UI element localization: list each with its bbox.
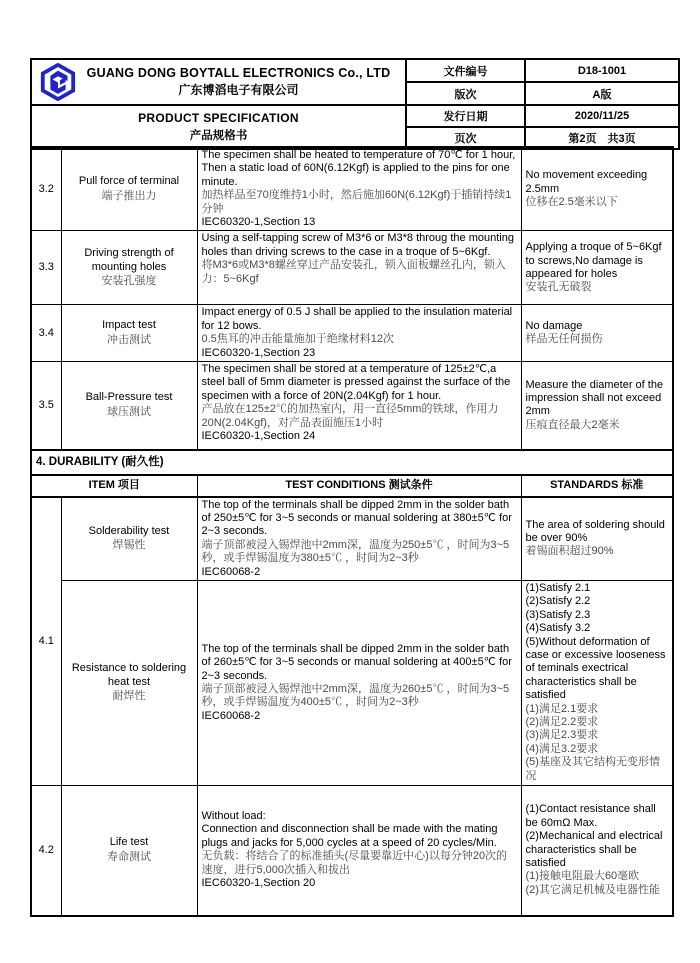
row-number: 4.2: [31, 786, 61, 916]
standard-line: (1)满足2.1要求: [525, 702, 599, 715]
row-number: 3.2: [31, 147, 61, 231]
item-name-en: Driving strength of mounting holes: [84, 247, 174, 273]
item-name-cell: [61, 786, 197, 916]
condition-line: IEC60320-1,Section 24: [201, 430, 316, 443]
condition-line: The top of the terminals shall be dipped 2mm in the solder bath of 260±5℃ for 3~5 seconds or manual soldering at 400±5℃ for 2~3 seconds.: [201, 642, 512, 682]
section-title: 4. DURABILITY (耐久性): [31, 450, 673, 475]
condition-line: 产品放在125±2℃的加热室内，用一直径5mm的铁球，作用力 20N(2.04Kgf)，对产品表面施压1小时: [201, 403, 499, 429]
item-name-cell: [61, 231, 197, 305]
condition-line: The specimen shall be stored at a temperature of 125±2℃,a steel ball of 5mm diameter is pressed against the surface of the specimen with a force of 20N(2.04Kgf) for 1 hour.: [201, 363, 511, 402]
item-name-en: Resistance to soldering heat test: [71, 662, 187, 688]
condition-line: The specimen shall be heated to temperature of 70℃ for 1 hour, Then a static load of 60N(6.12Kgf) is applied to the pins for one minute.: [201, 149, 516, 188]
meta-label-revision: 版次: [406, 82, 525, 105]
test-conditions-cell: [197, 362, 521, 450]
standards-cell: [521, 305, 673, 362]
standard-line: The area of soldering should be over 90%: [525, 518, 665, 545]
standards-cell: [521, 581, 673, 786]
condition-line: Connection and disconnection shall be made with the mating plugs and jacks for 5,000 cycles at a speed of 20 cycles/Min.: [201, 823, 498, 849]
standard-line: 着锡面积超过90%: [525, 545, 614, 558]
column-header-standards: STANDARDS 标准: [521, 475, 673, 497]
test-conditions-cell: [197, 305, 521, 362]
standard-line: (3)满足2.3要求: [525, 729, 599, 742]
test-conditions-cell: [197, 581, 521, 786]
spec-row-3-3: [31, 231, 673, 305]
company-name: [78, 66, 399, 98]
doc-title-en: PRODUCT SPECIFICATION: [138, 111, 299, 125]
condition-line: IEC60320-1,Section 23: [201, 346, 316, 359]
company-cube-logo-icon: [38, 62, 78, 102]
standard-line: No movement exceeding 2.5mm: [525, 169, 648, 195]
standards-cell: [521, 362, 673, 450]
item-name-cn: 端子推出力: [101, 189, 157, 202]
standard-line: Measure the diameter of the impression shall not exceed 2mm: [525, 378, 664, 418]
section-4-title-row: [31, 450, 673, 475]
standard-line: (4)Satisfy 3.2: [525, 622, 591, 635]
spec-row-4-2: [31, 786, 673, 916]
header-table: [30, 58, 680, 150]
test-conditions-cell: [197, 497, 521, 581]
item-name-cn: 焊锡性: [112, 539, 146, 552]
test-conditions-cell: [197, 231, 521, 305]
condition-line: IEC60320-1,Section 20: [201, 877, 316, 890]
item-name-en: Pull force of terminal: [78, 175, 180, 188]
item-name-cell: [61, 147, 197, 231]
meta-value-page: 第2页 共3页: [525, 127, 679, 149]
meta-label-doc-number: 文件编号: [406, 59, 525, 82]
meta-value-doc-number: D18-1001: [525, 59, 679, 82]
standard-line: (2)其它满足机械及电器性能: [525, 883, 660, 896]
company-name-en: GUANG DONG BOYTALL ELECTRONICS Co., LTD: [86, 66, 391, 80]
standard-line: (1)Contact resistance shall be 60mΩ Max.: [525, 803, 656, 829]
condition-line: 无负载：将结合了的标准插头(尽量要靠近中心)以每分钟20次的速度，进行5,000次插入和拔出: [201, 850, 508, 876]
item-name-cell: [61, 305, 197, 362]
standards-cell: [521, 147, 673, 231]
standard-line: Applying a troque of 5~6Kgf to screws,No damage is appeared for holes: [525, 241, 662, 280]
meta-value-revision: A版: [525, 82, 679, 105]
standard-line: 压痕直径最大2毫米: [525, 418, 620, 431]
standard-line: (5)Without deformation of case or excessive looseness of teminals exectrical characteristics shall be satisfied: [525, 635, 666, 702]
condition-line: 端子顶部被浸入锡焊池中2mm深，温度为250±5℃ ，时间为3~5秒，或手焊锡温度为380±5℃ ，时间为2~3秒: [201, 538, 510, 565]
standard-line: (2)满足2.2要求: [525, 716, 599, 729]
condition-line: IEC60068-2: [201, 709, 261, 722]
company-cell: [31, 59, 406, 105]
meta-value-issue-date: 2020/11/25: [525, 105, 679, 127]
standard-line: (1)Satisfy 2.1: [525, 582, 591, 594]
meta-label-issue-date: 发行日期: [406, 105, 525, 127]
row-number: 3.3: [31, 231, 61, 305]
standard-line: (5)基座及其它结构无变形情况: [525, 756, 660, 782]
item-name-en: Ball-Pressure test: [85, 391, 173, 404]
standard-line: (1)接触电阻最大60毫欧: [525, 870, 640, 883]
spec-row-3-4: [31, 305, 673, 362]
standard-line: 安装孔无破裂: [525, 281, 592, 294]
condition-line: Without load:: [201, 810, 266, 823]
condition-line: 将M3*6或M3*8螺丝穿过产品安装孔，锁入面板螺丝孔内，锁入力：5~6Kgf: [201, 259, 506, 285]
column-header-row: [31, 475, 673, 497]
doc-title-cn: 产品规格书: [189, 130, 248, 142]
doc-title-cell: [31, 105, 406, 149]
item-name-cell: [61, 362, 197, 450]
standard-line: (4)满足3.2要求: [525, 742, 599, 755]
condition-line: Using a self-tapping screw of M3*6 or M3*8 throug the mounting holes than driving screws to the case in a troque of 5~6Kgf.: [201, 232, 514, 258]
standard-line: (3)Satisfy 2.3: [525, 608, 591, 621]
item-name-cn: 寿命测试: [107, 850, 151, 863]
item-name-cell: [61, 581, 197, 786]
item-name-cn: 球压测试: [107, 405, 151, 418]
condition-line: IEC60320-1,Section 13: [201, 216, 316, 229]
condition-line: IEC60068-2: [201, 565, 261, 578]
item-name-en: Life test: [109, 836, 149, 849]
condition-line: Impact energy of 0.5 J shall be applied to the insulation material for 12 bows.: [201, 306, 513, 332]
item-name-en: Impact test: [102, 319, 156, 332]
condition-line: The top of the terminals shall be dipped 2mm in the solder bath of 250±5℃ for 3~5 seconds or manual soldering at 380±5℃ for 2~3 seconds.: [201, 498, 512, 538]
standards-cell: [521, 231, 673, 305]
standard-line: (2)Mechanical and electrical characteristics shall be satisfied: [525, 830, 663, 869]
row-number: 4.1: [31, 497, 61, 786]
standard-line: 位移在2.5毫米以下: [525, 195, 618, 208]
item-name-cn: 安装孔强度: [101, 275, 157, 288]
condition-line: 端子顶部被浸入锡焊池中2mm深，温度为260±5℃ ，时间为3~5秒，或手焊锡温度为400±5℃ ，时间为2~3秒: [201, 683, 510, 709]
item-name-cell: [61, 497, 197, 581]
item-name-en: Solderability test: [88, 524, 170, 537]
test-conditions-cell: [197, 786, 521, 916]
standard-line: No damage: [525, 319, 583, 332]
standards-cell: [521, 497, 673, 581]
row-number: 3.4: [31, 305, 61, 362]
spec-row-3-2: [31, 147, 673, 231]
meta-label-page: 页次: [406, 127, 525, 149]
test-conditions-cell: [197, 147, 521, 231]
spec-row-3-5: [31, 362, 673, 450]
column-header-item: ITEM 项目: [31, 475, 197, 497]
item-name-cn: 耐焊性: [112, 690, 146, 703]
item-name-cn: 冲击测试: [107, 333, 151, 346]
spec-row-4-1-resistance: [31, 581, 673, 786]
condition-line: 加热样品至70度维持1小时，然后施加60N(6.12Kgf)于插销持续1分钟: [201, 189, 512, 215]
spec-row-4-1-solderability: [31, 497, 673, 581]
standard-line: 样品无任何损伤: [525, 333, 603, 346]
spec-table: [30, 146, 674, 917]
standards-cell: [521, 786, 673, 916]
condition-line: 0.5焦耳的冲击能量施加于绝缘材料12次: [201, 333, 395, 346]
row-number: 3.5: [31, 362, 61, 450]
column-header-conditions: TEST CONDITIONS 测试条件: [197, 475, 521, 497]
standard-line: (2)Satisfy 2.2: [525, 595, 591, 608]
company-name-cn: 广东博滔电子有限公司: [178, 83, 299, 97]
